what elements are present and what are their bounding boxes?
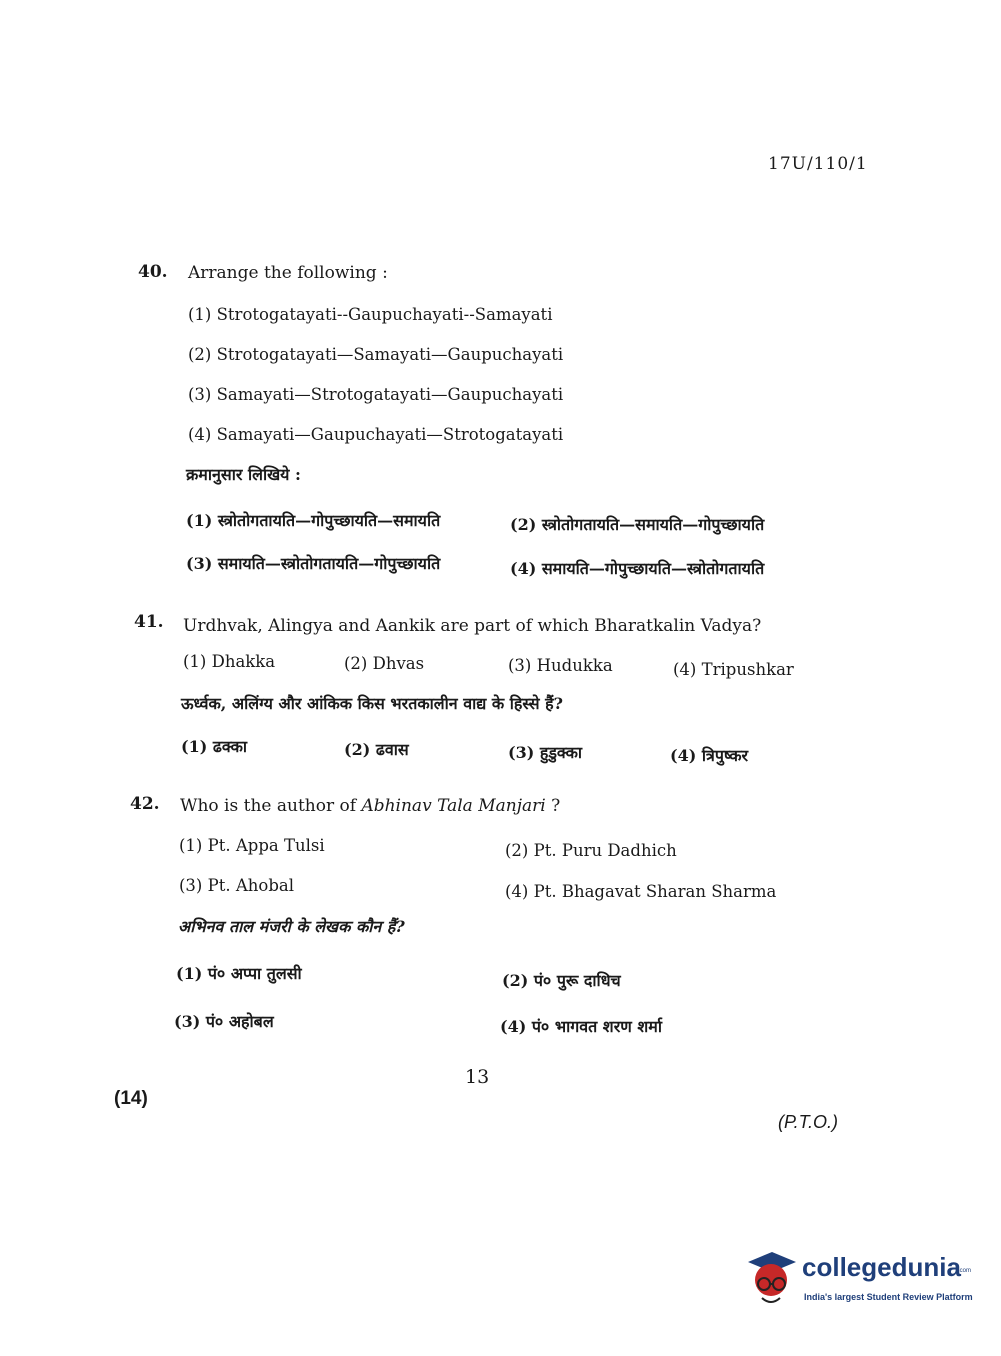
q40-option-hi-1: (1) स्त्रोतोगतायति—गोपुच्छायति—समायति — [186, 511, 441, 530]
q40-option-hi-4: (4) समायति—गोपुच्छायति—स्त्रोतोगतायति — [510, 559, 765, 578]
left-page-number: (14) — [114, 1088, 148, 1109]
q41-option-en-1: (1) Dhakka — [183, 652, 276, 671]
question-42-number: 42. — [130, 794, 160, 814]
question-40-text: Arrange the following : — [188, 263, 388, 283]
question-40-number: 40. — [138, 262, 168, 282]
q41-option-hi-3: (3) हुडुक्का — [508, 743, 583, 762]
question-41-text-hindi: ऊर्ध्वक, अलिंग्य और आंकिक किस भरतकालीन वाद्य के हिस्से हैं? — [181, 694, 564, 713]
brand-domain: .com — [958, 1268, 972, 1274]
question-42-text-hindi: अभिनव ताल मंजरी के लेखक कौन हैं? — [178, 917, 405, 936]
q40-option-hi-2: (2) स्त्रोतोगतायति—समायति—गोपुच्छायति — [510, 515, 765, 534]
page-number: 13 — [465, 1066, 490, 1088]
q42-option-hi-1: (1) पं० अप्पा तुलसी — [176, 964, 302, 983]
q41-option-hi-2: (2) ढवास — [344, 740, 409, 759]
brand-tagline: India's largest Student Review Platform — [804, 1292, 973, 1302]
q40-option-en-4: (4) Samayati—Gaupuchayati—Strotogatayati — [188, 425, 564, 444]
pto-label: (P.T.O.) — [778, 1112, 839, 1132]
q41-option-en-2: (2) Dhvas — [344, 654, 425, 673]
q42-option-en-4: (4) Pt. Bhagavat Sharan Sharma — [505, 882, 777, 901]
q42-option-en-1: (1) Pt. Appa Tulsi — [179, 836, 325, 855]
collegedunia-logo — [742, 1250, 972, 1310]
q40-option-en-3: (3) Samayati—Strotogatayati—Gaupuchayati — [188, 385, 564, 404]
paper-code: 17U/110/1 — [768, 154, 868, 174]
mascot-icon — [742, 1250, 800, 1310]
brand-name: collegedunia — [802, 1252, 961, 1282]
q42-option-hi-2: (2) पं० पुरू दाधिच — [502, 971, 621, 990]
q40-option-hi-3: (3) समायति—स्त्रोतोगतायति—गोपुच्छायति — [186, 554, 441, 573]
question-42-text: Who is the author of Abhinav Tala Manjari ? — [180, 796, 561, 816]
q41-option-en-3: (3) Hudukka — [508, 656, 613, 675]
q42-option-en-2: (2) Pt. Puru Dadhich — [505, 841, 677, 860]
q42-option-hi-4: (4) पं० भागवत शरण शर्मा — [500, 1017, 662, 1036]
q41-option-hi-1: (1) ढक्का — [181, 737, 248, 756]
q42-option-hi-3: (3) पं० अहोबल — [174, 1012, 274, 1031]
q41-option-en-4: (4) Tripushkar — [673, 660, 794, 679]
q40-option-en-1: (1) Strotogatayati--Gaupuchayati--Samayati — [188, 305, 553, 324]
q40-option-en-2: (2) Strotogatayati—Samayati—Gaupuchayati — [188, 345, 564, 364]
question-40-text-hindi: क्रमानुसार लिखिये : — [186, 465, 301, 484]
q41-option-hi-4: (4) त्रिपुष्कर — [670, 746, 749, 765]
question-41-text: Urdhvak, Alingya and Aankik are part of which Bharatkalin Vadya? — [183, 616, 762, 636]
question-42-title: Abhinav Tala Manjari — [361, 796, 546, 816]
q42-option-en-3: (3) Pt. Ahobal — [179, 876, 294, 895]
question-41-number: 41. — [134, 612, 164, 632]
